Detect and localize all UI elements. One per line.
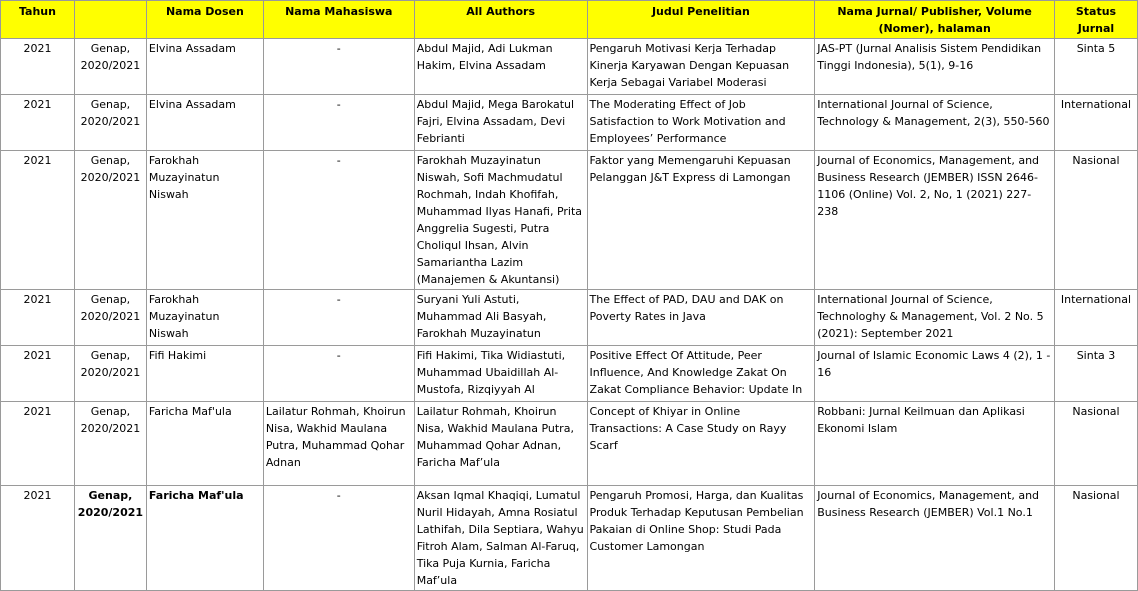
cell-nama-mahasiswa: -	[263, 346, 414, 402]
cell-judul: The Moderating Effect of Job Satisfaction to Work Motivation and Employees’ Performance	[587, 95, 815, 151]
cell-nama-mahasiswa: -	[263, 486, 414, 591]
cell-nama-mahasiswa: -	[263, 95, 414, 151]
table-row	[1, 486, 1138, 591]
table-row	[1, 402, 1138, 486]
cell-judul: The Effect of PAD, DAU and DAK on Poverty Rates in Java	[587, 290, 815, 346]
table-row	[1, 39, 1138, 95]
cell-authors: Abdul Majid, Mega Barokatul Fajri, Elvina Assadam, Devi Febrianti	[414, 95, 587, 151]
cell-judul: Pengaruh Promosi, Harga, dan Kualitas Produk Terhadap Keputusan Pembelian Pakaian di Online Shop: Studi Pada Customer Lamongan	[587, 486, 815, 591]
cell-judul: Faktor yang Memengaruhi Kepuasan Pelanggan J&T Express di Lamongan	[587, 151, 815, 290]
cell-status: Nasional	[1054, 151, 1137, 290]
cell-nama-dosen: Farokhah Muzayinatun Niswah	[146, 151, 263, 290]
table-row	[1, 95, 1138, 151]
cell-tahun: 2021	[1, 290, 75, 346]
cell-tahun: 2021	[1, 346, 75, 402]
cell-nama-dosen: Fifi Hakimi	[146, 346, 263, 402]
header-tahun: Tahun	[1, 1, 75, 39]
cell-jurnal: International Journal of Science, Technology & Management, 2(3), 550-560	[815, 95, 1055, 151]
table-row	[1, 290, 1138, 346]
cell-status: International	[1054, 95, 1137, 151]
cell-tahun: 2021	[1, 151, 75, 290]
cell-jurnal: Robbani: Jurnal Keilmuan dan Aplikasi Ekonomi Islam	[815, 402, 1055, 486]
header-judul-penelitian: Judul Penelitian	[587, 1, 815, 39]
cell-nama-dosen: Farokhah Muzayinatun Niswah	[146, 290, 263, 346]
cell-nama-dosen: Elvina Assadam	[146, 95, 263, 151]
cell-jurnal: Journal of Economics, Management, and Business Research (JEMBER) ISSN 2646-1106 (Online) Vol. 2, No, 1 (2021) 227-238	[815, 151, 1055, 290]
cell-status: Sinta 5	[1054, 39, 1137, 95]
header-nama-mahasiswa: Nama Mahasiswa	[263, 1, 414, 39]
header-row	[1, 1, 1138, 39]
cell-nama-dosen: Faricha Maf'ula	[146, 402, 263, 486]
cell-tahun: 2021	[1, 486, 75, 591]
cell-judul: Concept of Khiyar in Online Transactions: A Case Study on Rayy Scarf	[587, 402, 815, 486]
cell-authors: Abdul Majid, Adi Lukman Hakim, Elvina Assadam	[414, 39, 587, 95]
cell-judul: Pengaruh Motivasi Kerja Terhadap Kinerja Karyawan Dengan Kepuasan Kerja Sebagai Variabel Moderasi	[587, 39, 815, 95]
cell-semester: Genap, 2020/2021	[74, 95, 146, 151]
cell-status: Nasional	[1054, 486, 1137, 591]
cell-nama-mahasiswa: -	[263, 39, 414, 95]
cell-status: Nasional	[1054, 402, 1137, 486]
cell-nama-mahasiswa: -	[263, 290, 414, 346]
cell-tahun: 2021	[1, 95, 75, 151]
cell-semester: Genap, 2020/2021	[74, 151, 146, 290]
cell-authors: Aksan Iqmal Khaqiqi, Lumatul Nuril Hidayah, Amna Rosiatul Lathifah, Dila Septiara, Wahyu Fitroh Alam, Salman Al-Faruq, Tika Puja Kurnia, Faricha Maf’ula	[414, 486, 587, 591]
cell-semester: Genap, 2020/2021	[74, 486, 146, 591]
cell-authors: Farokhah Muzayinatun Niswah, Sofi Machmudatul Rochmah, Indah Khofifah, Muhammad Ilyas Hanafi, Prita Anggrelia Sugesti, Putra Choliqul Ihsan, Alvin Samariantha Lazim (Manajemen & Akuntansi)	[414, 151, 587, 290]
cell-judul: Positive Effect Of Attitude, Peer Influence, And Knowledge Zakat On Zakat Compliance Behavior: Update In	[587, 346, 815, 402]
cell-tahun: 2021	[1, 39, 75, 95]
cell-status: International	[1054, 290, 1137, 346]
cell-semester: Genap, 2020/2021	[74, 290, 146, 346]
cell-authors: Lailatur Rohmah, Khoirun Nisa, Wakhid Maulana Putra, Muhammad Qohar Adnan, Faricha Maf’ula	[414, 402, 587, 486]
header-status-jurnal: Status Jurnal	[1054, 1, 1137, 39]
cell-jurnal: JAS-PT (Jurnal Analisis Sistem Pendidikan Tinggi Indonesia), 5(1), 9-16	[815, 39, 1055, 95]
header-semester	[74, 1, 146, 39]
cell-semester: Genap, 2020/2021	[74, 39, 146, 95]
cell-status: Sinta 3	[1054, 346, 1137, 402]
table-row	[1, 151, 1138, 290]
cell-nama-mahasiswa: -	[263, 151, 414, 290]
header-nama-jurnal: Nama Jurnal/ Publisher, Volume (Nomer), halaman	[815, 1, 1055, 39]
cell-semester: Genap, 2020/2021	[74, 402, 146, 486]
cell-jurnal: Journal of Islamic Economic Laws 4 (2), 1 - 16	[815, 346, 1055, 402]
cell-authors: Suryani Yuli Astuti, Muhammad Ali Basyah, Farokhah Muzayinatun	[414, 290, 587, 346]
cell-jurnal: Journal of Economics, Management, and Business Research (JEMBER) Vol.1 No.1	[815, 486, 1055, 591]
cell-nama-dosen: Faricha Maf'ula	[146, 486, 263, 591]
cell-tahun: 2021	[1, 402, 75, 486]
cell-nama-mahasiswa: Lailatur Rohmah, Khoirun Nisa, Wakhid Maulana Putra, Muhammad Qohar Adnan	[263, 402, 414, 486]
cell-semester: Genap, 2020/2021	[74, 346, 146, 402]
cell-jurnal: International Journal of Science, Technologhy & Management, Vol. 2 No. 5 (2021): September 2021	[815, 290, 1055, 346]
cell-authors: Fifi Hakimi, Tika Widiastuti, Muhammad Ubaidillah Al-Mustofa, Rizqiyyah Al	[414, 346, 587, 402]
header-all-authors: All Authors	[414, 1, 587, 39]
cell-nama-dosen: Elvina Assadam	[146, 39, 263, 95]
header-nama-dosen: Nama Dosen	[146, 1, 263, 39]
table-row	[1, 346, 1138, 402]
